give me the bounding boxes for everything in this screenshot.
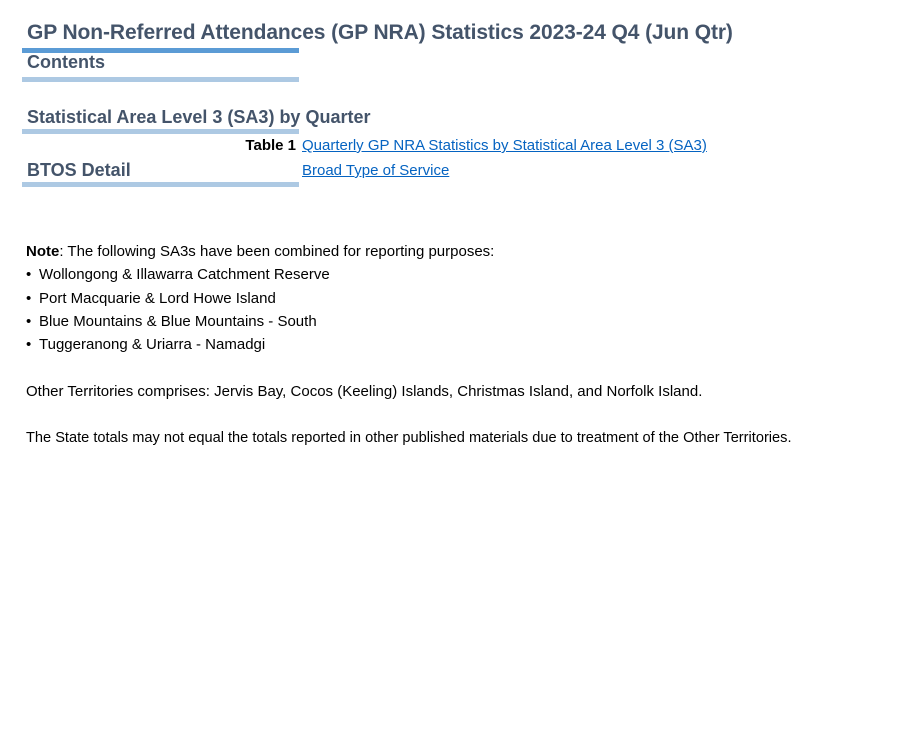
contents-underline <box>22 77 299 82</box>
other-territories-paragraph: Other Territories comprises: Jervis Bay, Cocos (Keeling) Islands, Christmas Island, and Norfolk Island. <box>26 383 703 400</box>
note-list-item-text: Port Macquarie & Lord Howe Island <box>39 290 276 307</box>
btos-section-underline <box>22 182 299 187</box>
bullet-icon: • <box>26 336 32 353</box>
note-label: Note <box>26 243 60 260</box>
contents-heading: Contents <box>27 52 105 72</box>
note-text: : The following SA3s have been combined for reporting purposes: <box>59 243 495 260</box>
note-list-item <box>26 290 276 307</box>
bullet-icon: • <box>26 290 32 307</box>
btos-section-heading: BTOS Detail <box>27 160 131 180</box>
page-title: GP Non-Referred Attendances (GP NRA) Statistics 2023-24 Q4 (Jun Qtr) <box>27 21 733 44</box>
sa3-section-underline <box>22 129 299 134</box>
note-paragraph <box>26 243 494 260</box>
state-totals-paragraph: The State totals may not equal the totals reported in other published materials due to treatment of the Other Territories. <box>26 430 792 446</box>
note-list-item-text: Blue Mountains & Blue Mountains - South <box>39 313 317 330</box>
table-1-label: Table 1 <box>245 137 296 154</box>
sa3-quarterly-link[interactable]: Quarterly GP NRA Statistics by Statistical Area Level 3 (SA3) <box>302 137 707 154</box>
broad-type-of-service-link[interactable]: Broad Type of Service <box>302 162 450 179</box>
note-list-item <box>26 266 330 283</box>
bullet-icon: • <box>26 313 32 330</box>
note-list-item <box>26 336 265 353</box>
note-list-item-text: Wollongong & Illawarra Catchment Reserve <box>39 266 330 283</box>
note-list-item <box>26 313 317 330</box>
bullet-icon: • <box>26 266 32 283</box>
note-list-item-text: Tuggeranong & Uriarra - Namadgi <box>39 336 266 353</box>
sa3-section-heading: Statistical Area Level 3 (SA3) by Quarter <box>27 107 371 127</box>
